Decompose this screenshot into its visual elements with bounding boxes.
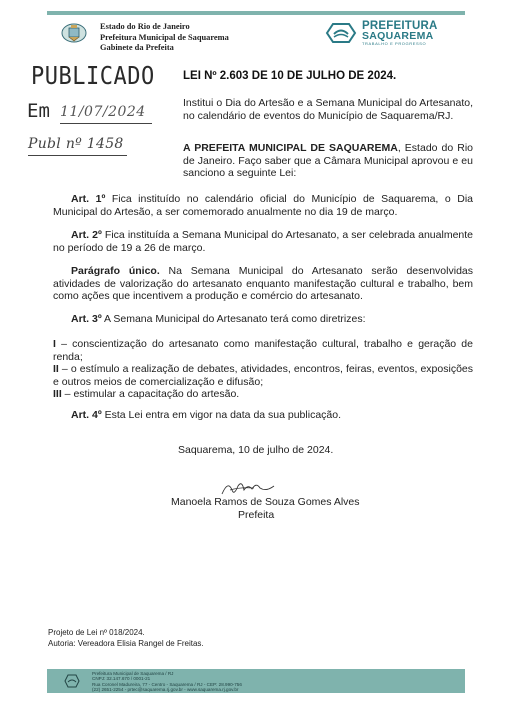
paragrafo-unico xyxy=(53,265,473,303)
prefeitura-logo xyxy=(325,20,465,46)
logo-line2: SAQUAREMA xyxy=(362,30,434,42)
footer-logo-icon xyxy=(64,673,80,689)
published-stamp: PUBLICADO xyxy=(31,62,155,91)
projeto-info xyxy=(48,628,204,649)
header-gabinete: Gabinete da Prefeita xyxy=(100,43,174,52)
law-intro xyxy=(183,142,473,180)
logo-line1: PREFEITURA xyxy=(362,20,438,32)
item1-text: – conscientização do artesanato como manifestação cultural, trabalho e geração de renda; xyxy=(53,338,473,363)
signer-name: Manoela Ramos de Souza Gomes Alves xyxy=(171,496,360,508)
logo-tagline: TRABALHO E PROGRESSO xyxy=(362,41,427,46)
logo-mark-icon xyxy=(325,21,357,45)
date-underline xyxy=(60,123,152,124)
place-date: Saquarema, 10 de julho de 2024. xyxy=(178,444,334,456)
footer-text xyxy=(92,671,242,693)
art3-text: A Semana Municipal do Artesanato terá como diretrizes: xyxy=(101,313,366,325)
publication-underline xyxy=(28,155,127,156)
article-4 xyxy=(53,409,473,422)
art2-text: Fica instituída a Semana Municipal do Artesanato, a ser celebrada anualmente no período de 19 a 26 de março. xyxy=(53,229,474,254)
footer-line3: Rua Coronel Madureira, 77 - Centro - Saquarema / RJ - CEP: 28.990-756 xyxy=(92,681,242,687)
item-1 xyxy=(53,338,473,363)
header-state: Estado do Rio de Janeiro xyxy=(100,22,190,31)
coat-of-arms-icon xyxy=(61,23,87,43)
footer-line4: (22) 2651-2254 - prtec@saquarema.rj.gov.br - www.saquarema.rj.gov.br xyxy=(92,687,239,693)
projeto-line2: Autoria: Vereadora Elisia Rangel de Freitas. xyxy=(48,638,204,648)
article-2 xyxy=(53,229,473,254)
header-prefeitura: Prefeitura Municipal de Saquarema xyxy=(100,32,229,42)
item-2 xyxy=(53,363,473,388)
footer-line2: CNPJ: 32.147.670 / 0001-21 xyxy=(92,676,151,682)
article-1 xyxy=(53,193,473,218)
item-3 xyxy=(53,388,473,401)
publication-number: Publ nº 1458 xyxy=(28,136,124,152)
art4-text: Esta Lei entra em vigor na data da sua publicação. xyxy=(101,409,342,421)
art4-label: Art. 4º xyxy=(71,409,102,421)
art1-text: Fica instituído no calendário oficial do Município de Saquarema, o Dia Municipal do Artesão, a ser comemorado anualmente no dia 19 de março. xyxy=(53,193,473,218)
em-stamp-label: Em xyxy=(27,100,50,122)
handwritten-date: 11/07/2024 xyxy=(60,104,146,120)
intro-rest: , Estado do Rio de Janeiro. Faço saber que a Câmara Municipal aprovou e eu sanciono a seguinte Lei: xyxy=(183,142,473,179)
item2-label: II xyxy=(53,363,59,375)
paragrafo-text: Na Semana Municipal do Artesanato serão desenvolvidas atividades de valorização do artesanato enquanto manifestação cultural e trabalho, bem como ações que incentivem a produção e comércio do artesanato. xyxy=(53,265,473,302)
art3-label: Art. 3º xyxy=(71,313,102,325)
projeto-line1: Projeto de Lei nº 018/2024. xyxy=(48,628,145,637)
item2-text: – o estímulo a realização de debates, atividades, encontros, feiras, eventos, exposições e outros meios de comercialização e difusão; xyxy=(53,363,473,388)
footer-line1: Prefeitura Municipal de Saquarema / RJ xyxy=(92,671,174,676)
item3-label: III xyxy=(53,388,62,400)
intro-bold: A PREFEITA MUNICIPAL DE SAQUAREMA xyxy=(183,142,398,154)
art1-label: Art. 1º xyxy=(71,193,106,205)
art2-label: Art. 2º xyxy=(71,229,102,241)
top-accent-bar xyxy=(47,11,465,15)
article-3-items xyxy=(53,338,473,401)
paragrafo-label: Parágrafo único. xyxy=(71,265,160,277)
item1-label: I xyxy=(53,338,56,350)
item3-text: – estimular a capacitação do artesão. xyxy=(61,388,240,400)
header-text xyxy=(100,22,229,54)
signer-role: Prefeita xyxy=(238,509,275,521)
law-ementa: Institui o Dia do Artesão e a Semana Municipal do Artesanato, no calendário de eventos do Município de Saquarema/RJ. xyxy=(183,97,473,122)
article-3 xyxy=(53,313,473,326)
law-title: LEI Nº 2.603 DE 10 DE JULHO DE 2024. xyxy=(183,70,397,82)
